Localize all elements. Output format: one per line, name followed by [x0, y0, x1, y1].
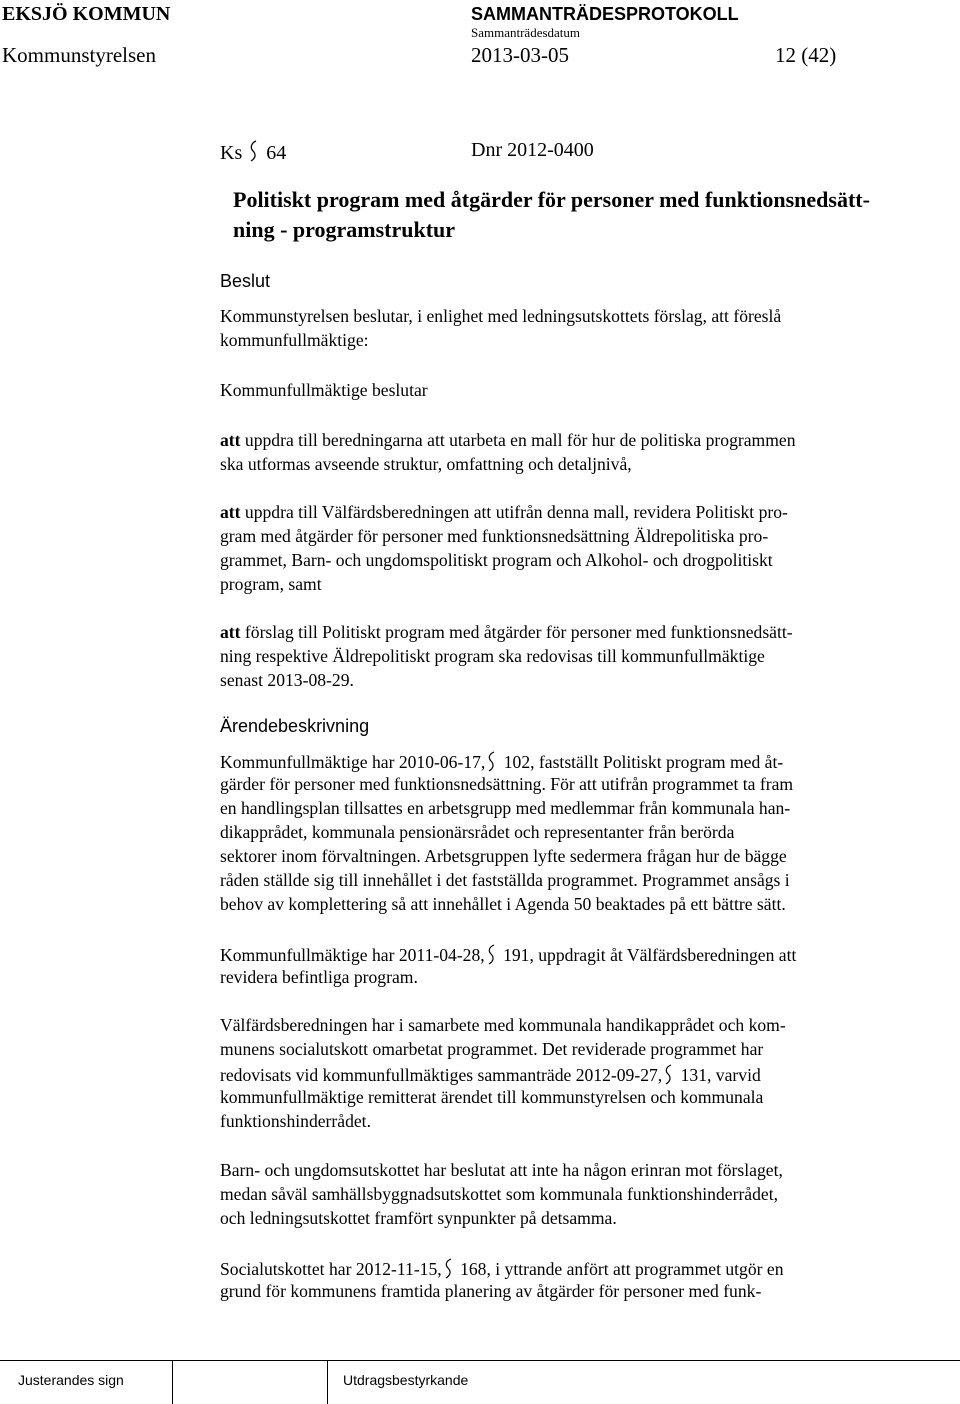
decision-item-2-line-2: gram med åtgärder för personer med funktionsnedsättning Äldrepolitiska pro- [220, 526, 769, 546]
dnr-number: Dnr 2012-0400 [471, 139, 594, 161]
decision-item-3-line-3: senast 2013-08-29. [220, 670, 354, 690]
council-decides: Kommunfullmäktige beslutar [220, 380, 428, 400]
section-sign-icon [662, 1063, 676, 1085]
p3-line-2: munens socialutskott omarbetat programmet. Det reviderade programmet har [220, 1039, 764, 1059]
decision-item-2-line-1: att uppdra till Välfärdsberedningen att utifrån denna mall, revidera Politiskt pro- [220, 502, 788, 522]
p4-line-3: och ledningsutskottet framfört synpunkter på detsamma. [220, 1208, 617, 1228]
board-name: Kommunstyrelsen [2, 43, 156, 67]
p2-line-2: revidera befintliga program. [220, 967, 418, 987]
p5-line-2: grund för kommunens framtida planering av åtgärder för personer med funk- [220, 1281, 762, 1301]
org-name: EKSJÖ KOMMUN [2, 3, 171, 25]
decision-item-3-line-1: att förslag till Politiskt program med åtgärder för personer med funktionsnedsätt- [220, 622, 793, 642]
section-sign-icon [442, 1257, 456, 1279]
footer-column-divider [327, 1360, 328, 1404]
p1-line-7: behov av komplettering så att innehållet i Agenda 50 beaktades på ett bättre sätt. [220, 894, 786, 914]
decision-intro-line-2: kommunfullmäktige: [220, 330, 369, 350]
ks-number: 64 [266, 142, 287, 164]
document-type: SAMMANTRÄDESPROTOKOLL [471, 4, 739, 24]
p1-line-3: en handlingsplan tillsattes en arbetsgrupp med medlemmar från kommunala han- [220, 798, 791, 818]
att-keyword: att [220, 622, 241, 642]
decision-item-2-line-4: program, samt [220, 574, 322, 594]
case-description-heading: Ärendebeskrivning [220, 716, 370, 736]
p1-line-4: dikapprådet, kommunala pensionärsrådet och representanter från berörda [220, 822, 735, 842]
case-reference [220, 139, 286, 165]
extract-verification-label: Utdragsbestyrkande [343, 1372, 469, 1388]
section-sign-icon [485, 750, 499, 772]
att-keyword: att [220, 502, 241, 522]
p1-line-5: sektorer inom förvaltningen. Arbetsgruppen lyfte sedermera frågan hur de bägge [220, 846, 787, 866]
p1-line-2: gärder för personer med funktionsnedsättning. För att utifrån programmet ta fram [220, 774, 794, 794]
p3-line-5: funktionshinderrådet. [220, 1111, 371, 1131]
decision-heading: Beslut [220, 271, 271, 291]
signature-label: Justerandes sign [18, 1372, 124, 1388]
page-number: 12 (42) [775, 43, 837, 67]
p5-line-1: Socialutskottet har 2012-11-15, 168, i yttrande anfört att programmet utgör en [220, 1259, 784, 1279]
ks-prefix: Ks [220, 142, 243, 164]
meeting-date-label: Sammanträdesdatum [471, 25, 581, 40]
decision-item-2-line-3: grammet, Barn- och ungdomspolitiskt program och Alkohol- och drogpolitiskt [220, 550, 773, 570]
p1-line-6: råden ställde sig till innehållet i det fastställda programmet. Programmet ansågs i [220, 870, 790, 890]
p3-line-1: Välfärdsberedningen har i samarbete med kommunala handikapprådet och kom- [220, 1015, 786, 1035]
case-title-line-1: Politiskt program med åtgärder för personer med funktionsnedsätt- [233, 187, 870, 212]
p3-line-4: kommunfullmäktige remitterat ärendet till kommunstyrelsen och kommunala [220, 1087, 764, 1107]
decision-item-1-line-2: ska utformas avseende struktur, omfattning och detaljnivå, [220, 454, 632, 474]
footer-divider [0, 1360, 960, 1361]
p4-line-1: Barn- och ungdomsutskottet har beslutat att inte ha någon erinran mot förslaget, [220, 1160, 783, 1180]
p1-line-1: Kommunfullmäktige har 2010-06-17, 102, fastställt Politiskt program med åt- [220, 752, 784, 772]
att-keyword: att [220, 430, 241, 450]
section-sign-icon [485, 943, 499, 965]
decision-item-3-line-2: ning respektive Äldrepolitiskt program ska redovisas till kommunfullmäktige [220, 646, 765, 666]
p2-line-1: Kommunfullmäktige har 2011-04-28, 191, uppdragit åt Välfärdsberedningen att [220, 945, 797, 965]
meeting-date: 2013-03-05 [471, 43, 569, 67]
section-sign-icon [247, 139, 261, 163]
p3-line-3: redovisats vid kommunfullmäktiges sammanträde 2012-09-27, 131, varvid [220, 1065, 761, 1085]
case-title-line-2: ning - programstruktur [233, 217, 456, 242]
footer-column-divider [172, 1360, 173, 1404]
p4-line-2: medan såväl samhällsbyggnadsutskottet som kommunala funktionshinderrådet, [220, 1184, 779, 1204]
decision-item-1-line-1: att uppdra till beredningarna att utarbeta en mall för hur de politiska programmen [220, 430, 796, 450]
decision-intro-line-1: Kommunstyrelsen beslutar, i enlighet med ledningsutskottets förslag, att föreslå [220, 306, 782, 326]
